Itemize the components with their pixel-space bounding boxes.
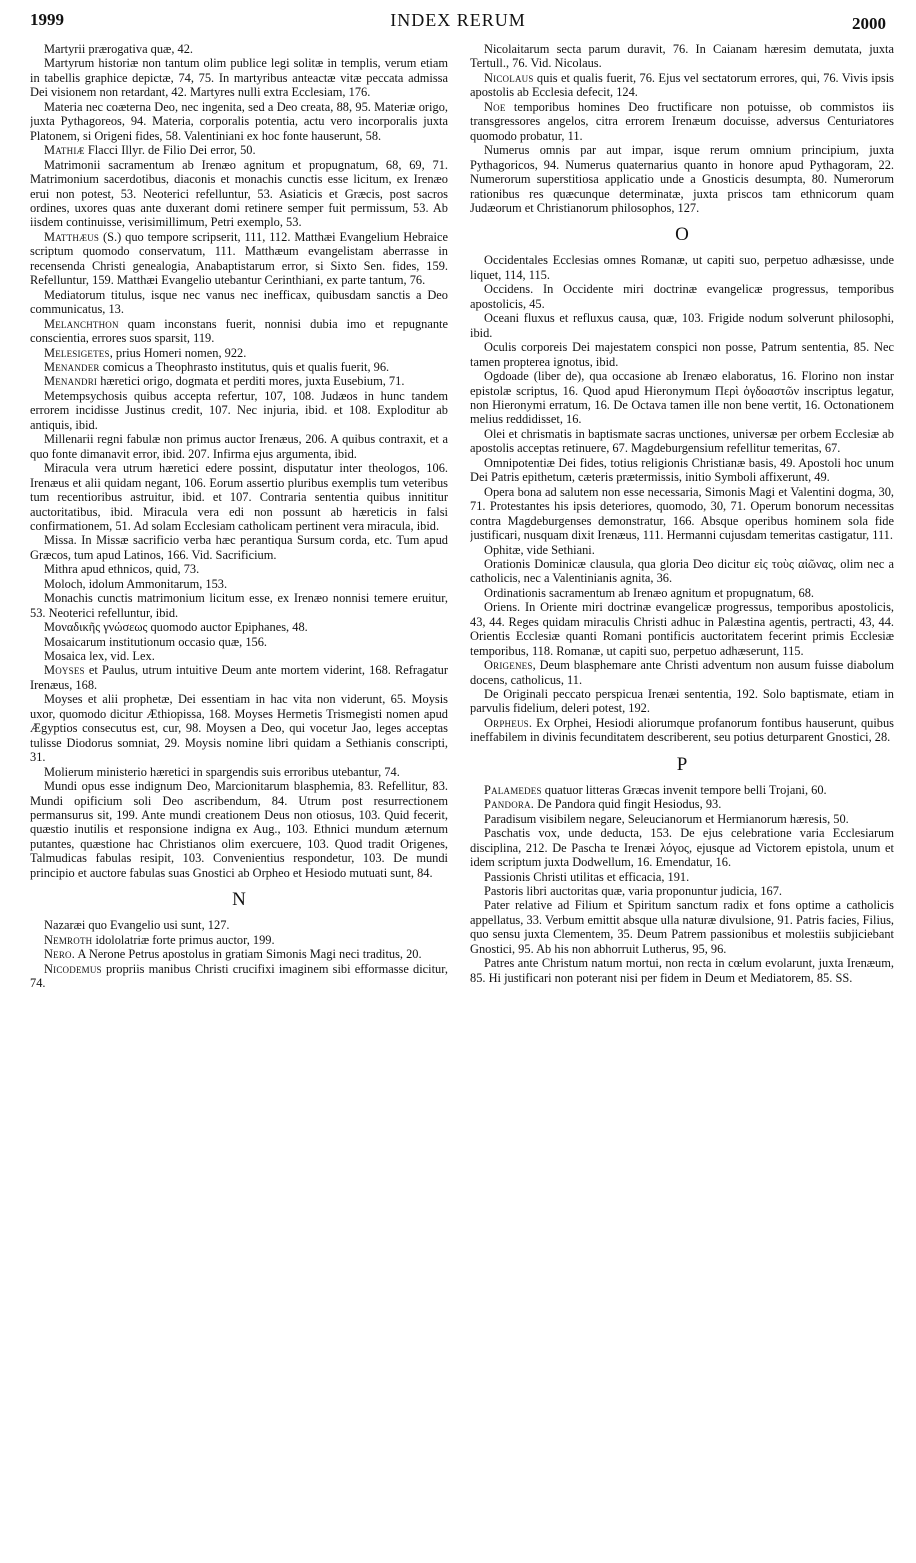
entry-text: hæretici origo, dogmata et perditi mores, juxta Eusebium, 71.	[97, 374, 405, 389]
entry-text: propriis manibus Christi crucifixi imaginem sibi efformasse dicitur, 74.	[30, 961, 448, 991]
entry-headword: Mathiæ	[44, 143, 85, 158]
entry-text: De Originali peccato perspicua Irenæi sententia, 192. Solo baptismate, etiam in parvulis fidelium, deleri potest, 192.	[470, 687, 894, 716]
entry-text: , prius Homeri nomen, 922.	[109, 345, 247, 360]
index-entry	[30, 649, 448, 663]
entry-text: Missa. In Missæ sacrificio verba hæc perantiqua Sursum corda, etc. Tum apud Græcos, tum apud Latinos, 166. Vid. Sacrificium.	[30, 533, 448, 562]
index-entry	[470, 456, 894, 485]
entry-text: Mithra apud ethnicos, quid, 73.	[44, 562, 200, 577]
index-entry	[470, 485, 894, 543]
entry-text: Moyses et alii prophetæ, Dei essentiam in hac vita non viderunt, 65. Moysis uxor, quomodo dicitur Æthiopissa, 168. Moyses Hermetis Trismegisti nomen apud Ægyptios consecutus est, cur, 98. Moysen a Deo, qui vocetur Jao, leges acceptas tulisse Diodorus somniat, 29. Moysis nomine libri quidam a Sethianis conscripti, 31.	[30, 692, 448, 765]
index-entry	[30, 577, 448, 591]
index-entry	[30, 591, 448, 620]
entry-text: Metempsychosis quibus accepta refertur, 107, 108. Judæos in hunc tandem errorem incidisse Justinus credit, 107. Nec injuria, ibid. et 108. Exploditur ab antiquis, ibid.	[30, 388, 448, 432]
page-header	[30, 10, 886, 40]
index-entry	[470, 42, 894, 71]
index-entry	[30, 288, 448, 317]
index-entry	[30, 765, 448, 779]
entry-text: quam inconstans fuerit, nonnisi dubia imo et repugnante conscientia, errores suos sparsit, 119.	[30, 316, 448, 346]
entry-headword: Nero.	[44, 947, 76, 962]
section-letter-n: N	[232, 889, 246, 911]
index-entry	[30, 360, 448, 374]
index-entry	[470, 898, 894, 956]
entry-headword: Menandri	[44, 374, 98, 389]
entry-text: Mosaica lex, vid. Lex.	[44, 649, 155, 664]
entry-headword: Nicodemus	[44, 961, 102, 976]
index-entry	[30, 562, 448, 576]
entry-text: Martyrii prærogativa quæ, 42.	[44, 42, 194, 56]
entry-text: Paschatis vox, unde deducta, 153. De ejus celebratione varia Ecclesiarum disciplina, 212. De Pascha te Irenæi λόγος, ejusque ad Victorem epistola, unum et idem scriptum juxta Dodwellum, 16. Emendatur, 16.	[470, 826, 894, 870]
index-entry	[470, 687, 894, 716]
index-entry	[470, 427, 894, 456]
entry-text: quatuor litteras Græcas invenit tempore belli Trojani, 60.	[541, 782, 827, 797]
entry-text: Miracula vera utrum hæretici edere possint, disputatur inter theologos, 106. Irenæus et alii quidam negant, 106. Eorum assertio pluribus exemplis tum veteribus tum recentioribus astruitur, ibid. et 107. Contraria sententia quibus innititur auctoritatibus, ibid. Miracula vera edi non possunt ab hæreticis in falsi confirmationem, 51. Ad solam Ecclesiam catholicam pertinent vera miracula, ibid.	[30, 461, 448, 533]
entry-text: Oculis corporeis Dei majestatem conspici non posse, Patrum sententia, 85. Nec tamen propterea ignotus, ibid.	[470, 340, 894, 369]
index-entry	[30, 346, 448, 360]
entry-headword: Pandora.	[484, 797, 535, 812]
index-entry	[470, 586, 894, 600]
entry-text: Μοναδικῆς γνώσεως quomodo auctor Epiphanes, 48.	[44, 620, 308, 635]
index-entry	[470, 716, 894, 745]
index-entry	[470, 369, 894, 427]
index-entry	[470, 557, 894, 586]
entry-text: Patres ante Christum natum mortui, non recta in cœlum evolarunt, juxta Irenæum, 85. Hi justificari non poterant nisi per fidem in Deum et Mediatorem, 85. SS.	[470, 956, 894, 985]
entry-text: Molierum ministerio hæretici in spargendis suis erroribus utebantur, 74.	[44, 764, 400, 779]
index-entry	[30, 461, 448, 533]
running-title: INDEX RERUM	[390, 10, 526, 30]
entry-text: , Deum blasphemare ante Christi adventum non ausum fuisse diabolum docens, catholicus, 11.	[470, 658, 894, 687]
index-entry	[30, 389, 448, 432]
index-entry	[470, 783, 894, 797]
index-entry	[470, 884, 894, 898]
entry-text: Paradisum visibilem negare, Seleucianorum et Hermianorum hæresis, 50.	[484, 811, 849, 826]
right-page-number: 2000	[852, 14, 886, 33]
index-entry	[470, 282, 894, 311]
entry-text: De Pandora quid fingit Hesiodus, 93.	[534, 797, 722, 812]
index-entry	[470, 71, 894, 100]
index-entry	[30, 533, 448, 562]
entry-text: Orationis Dominicæ clausula, qua gloria Deo dicitur εἰς τοὺς αἰῶνας, olim nec a catholicis, nec a Valentinianis agnita, 36.	[470, 556, 894, 586]
entry-text: quis et qualis fuerit, 76. Ejus vel sectatorum errores, qui, 76. Vivis ipsis apostolis ab Ecclesia defecit, 124.	[470, 70, 894, 100]
entry-headword: Melesigetes	[44, 345, 110, 360]
left-column	[30, 42, 448, 1552]
entry-headword: Moyses	[44, 663, 85, 678]
index-entry	[30, 663, 448, 692]
entry-text: Ogdoade (liber de), qua occasione ab Irenæo elaboratus, 16. Florino non instar epistolæ scriptus, 16. Quod apud Hieronymum Περὶ ὀγδοαστῶν inscriptus legatur, non Hieronymi erratum, 16. De Octava tamen ille non bene vertit, 16. Octonationem melius reddidisset, 16.	[470, 369, 894, 427]
entry-text: Mosaicarum institutionum occasio quæ, 156.	[44, 634, 268, 649]
entry-text: Opera bona ad salutem non esse necessaria, Simonis Magi et Valentini dogma, 30, 71. Protestantes his ipsis deteriores, quomodo, 30, 71. Operum bonorum necessitas contra Magdeburgenses demonstratur, 166. Absque operibus hominem sola fide justificari, nusquam dixit Irenæus, 111. Hermanni cujusdam temeritas castigatur, 111.	[470, 484, 894, 543]
index-entry	[30, 230, 448, 288]
right-column	[470, 42, 894, 1552]
index-entry	[30, 635, 448, 649]
entry-text: Pater relative ad Filium et Spiritum sanctum radix et fons optime a catholicis appellatus, 33. Verbum emittit absque ulla naturæ divulsione, 91. Patris facies, Filius, quo sensu juxta Clementem, 35. Deum Patrem passionibus et molestiis subjiciebant Gnostici, 95. Ab his non abhorruit Lutherus, 95, 96.	[470, 898, 894, 956]
index-entry	[470, 340, 894, 369]
index-entry	[470, 143, 894, 215]
entry-text: Occidentales Ecclesias omnes Romanæ, ut capiti suo, perpetuo adhæsisse, unde liquet, 114, 115.	[470, 253, 894, 282]
entry-text: Mediatorum titulus, isque nec vanus nec inefficax, quibusdam sanctis a Deo communicatus, 13.	[30, 287, 448, 317]
entry-text: Oceani fluxus et refluxus causa, quæ, 103. Frigide nodum solverunt philosophi, ibid.	[470, 311, 894, 340]
index-entry	[30, 620, 448, 634]
entry-headword: Noe	[484, 99, 506, 114]
index-entry	[470, 658, 894, 687]
entry-text: Olei et chrismatis in baptismate sacras unctiones, universæ per orbem Ecclesiæ ab apostolis acceptas retinuere, 67. Magdeburgensium refellitur temeritas, 67.	[470, 426, 894, 456]
entry-text: Mundi opus esse indignum Deo, Marcionitarum blasphemia, 83. Refellitur, 83. Mundi opificium soli Deo ascribendum, 84. Utrum post resurrectionem permansurus sit, 199. Ante mundi creationem Deus non otiosus, 103. Quid fecerit, quæstio inutilis et responsione indigna ex Aug., 103. Ethnici mundum æternum putantes, quæstione hac Christianos olim exercuere, 103. Quod tradit Origenes, Talmudicas fabulas resipit, 103. Convenientius respondetur, 103. De mundi principio et auctore fabulas suas Gnostici ab Orpheo et Hesiodo mutuati sunt, 84.	[30, 779, 448, 880]
index-entry	[30, 317, 448, 346]
index-entry	[470, 956, 894, 985]
entry-headword: Matthæus	[44, 229, 100, 244]
index-entry	[30, 947, 448, 961]
index-entry	[30, 56, 448, 99]
entry-text: Monachis cunctis matrimonium licitum esse, ex Irenæo nonnisi temere eruitur, 53. Neoterici refelluntur, ibid.	[30, 591, 448, 620]
index-entry	[470, 812, 894, 826]
index-entry	[470, 870, 894, 884]
entry-text: Millenarii regni fabulæ non primus auctor Irenæus, 206. A quibus contraxit, et a quo fonte dimanavit error, ibid. 207. Infirma ejus argumenta, ibid.	[30, 432, 448, 461]
entry-headword: Orpheus.	[484, 715, 533, 730]
entry-text: Occidens. In Occidente miri doctrinæ evangelicæ progressus, temporibus apostolicis, 45.	[470, 282, 894, 311]
index-entry	[30, 918, 448, 932]
entry-text: Omnipotentiæ Dei fides, totius religionis Christianæ basis, 49. Apostoli hoc unum Dei Patris epithetum, cæteris prætermissis, initio Symboli affixerunt, 49.	[470, 455, 894, 485]
entry-text: Nazaræi quo Evangelio usi sunt, 127.	[44, 918, 230, 933]
entry-text: Ophitæ, vide Sethiani.	[484, 542, 595, 557]
index-entry	[470, 797, 894, 811]
left-page-number: 1999	[30, 10, 64, 29]
index-entry	[30, 42, 448, 56]
entry-headword: Palamedes	[484, 782, 542, 797]
entry-text: Matrimonii sacramentum ab Irenæo agnitum et propugnatum, 68, 69, 71. Matrimonium sacerdotibus, diaconis et monachis cunctis esse licitum, ex Irenæo erui non potest, 53. Neoterici refelluntur, 53. Asiaticis et Græcis, post sacros ordines, uxores quas ante duxerant domi retinere semper fuit permissum, 53. Ab iisdem continuisse, verisimillimum, Petri exemplo, 53.	[30, 157, 448, 230]
entry-text: Passionis Christi utilitas et efficacia, 191.	[484, 869, 690, 884]
entry-text: Materia nec coæterna Deo, nec ingenita, sed a Deo creata, 88, 95. Materiæ origo, juxta Pythagoreos, 94. Materia, corporalis potentia, actu vero incorporalis juxta Platonem, si Origeni fides, 58. Valentiniani ex hoc fonte hauserunt, 58.	[30, 99, 448, 143]
entry-text: Numerus omnis par aut impar, isque rerum omnium principium, juxta Pythagoricos, 94. Numerus quaternarius quanto in honore apud Pythagoram, 22. Numerorum superstitiosa applicatio unde a Gnosticis desumpta, 80. Numerorum rationibus res quæcunque determinatæ, juxta priscos tam ethnicorum quam Judæorum et Christianorum philosophos, 127.	[470, 143, 894, 215]
index-entry	[30, 374, 448, 388]
index-entry	[30, 692, 448, 764]
entry-text: Ex Orphei, Hesiodi aliorumque profanorum fontibus hauserunt, quibus ineffabilem in divinis fecunditatem describerent, seu potius deturparent Gnostici, 28.	[470, 715, 894, 745]
entry-headword: Melanchthon	[44, 316, 119, 331]
entry-headword: Origenes	[484, 658, 533, 673]
index-entry	[30, 779, 448, 880]
index-entry	[30, 432, 448, 461]
index-entry	[470, 826, 894, 869]
entry-text: Martyrum historiæ non tantum olim publice legi solitæ in templis, verum etiam in tabellis graphice depictæ, 74, 75. In martyribus anteactæ vitæ peccata admissa Dei visionem non retardant, 42. Martyres nulli extra Ecclesiam, 176.	[30, 56, 448, 100]
index-entry	[30, 158, 448, 230]
entry-text: Flacci Illyr. de Filio Dei error, 50.	[84, 143, 256, 158]
entry-text: idololatriæ forte primus auctor, 199.	[92, 932, 275, 947]
entry-headword: Nemroth	[44, 932, 93, 947]
index-entry	[30, 100, 448, 143]
index-entry	[30, 962, 448, 991]
index-entry	[470, 543, 894, 557]
entry-text: comicus a Theophrasto institutus, quis et qualis fuerit, 96.	[99, 359, 390, 374]
entry-text: (S.) quo tempore scripserit, 111, 112. Matthæi Evangelium Hebraice scriptum quomodo conservatum, 111. Matthæum evangelistam aberrasse in recensenda Christi genealogia, Anabaptistarum error, si Sixto Sen. fides, 159. Refelluntur, 159. Matthæi Evangelio utebantur Cerinthiani, ex parte tantum, 76.	[30, 229, 448, 288]
index-entry	[470, 600, 894, 658]
entry-text: Ordinationis sacramentum ab Irenæo agnitum et propugnatum, 68.	[484, 585, 814, 600]
entry-text: Nicolaitarum secta parum duravit, 76. In Caianam hæresim demutata, juxta Tertull., 76. Vid. Nicolaus.	[470, 42, 894, 71]
section-letter-o: O	[675, 224, 689, 246]
entry-text: A Nerone Petrus apostolus in gratiam Simonis Magi neci traditus, 20.	[75, 947, 422, 962]
index-entry	[30, 933, 448, 947]
entry-text: Moloch, idolum Ammonitarum, 153.	[44, 576, 228, 591]
entry-text: Pastoris libri auctoritas quæ, varia proponuntur judicia, 167.	[484, 884, 783, 899]
entry-text: temporibus homines Deo fructificare non potuisse, ob commistos iis transgressores angelos, citra errorem Irenæum docuisse, adversus Centuriatores quomodo probatur, 11.	[470, 99, 894, 143]
section-letter-p: P	[676, 753, 688, 775]
entry-text: et Paulus, utrum intuitive Deum ante mortem viderint, 168. Refragatur Irenæus, 168.	[30, 663, 448, 692]
index-entry	[30, 143, 448, 157]
entry-headword: Menander	[44, 359, 100, 374]
entry-headword: Nicolaus	[484, 70, 534, 85]
entry-text: Oriens. In Oriente miri doctrinæ evangelicæ progressus, temporibus apostolicis, 43, 44. Reges quidam miraculis Christi adhuc in Palæstina agentis, pertracti, 43, 44. Orientis Ecclesiæ quanti Romani pontificis auctoritatem fecerint primis Ecclesiæ temporibus, 118. Romanæ, ut capiti suo, perpetuo adhæserunt, 115.	[470, 600, 894, 658]
index-entry	[470, 253, 894, 282]
index-entry	[470, 100, 894, 143]
index-entry	[470, 311, 894, 340]
